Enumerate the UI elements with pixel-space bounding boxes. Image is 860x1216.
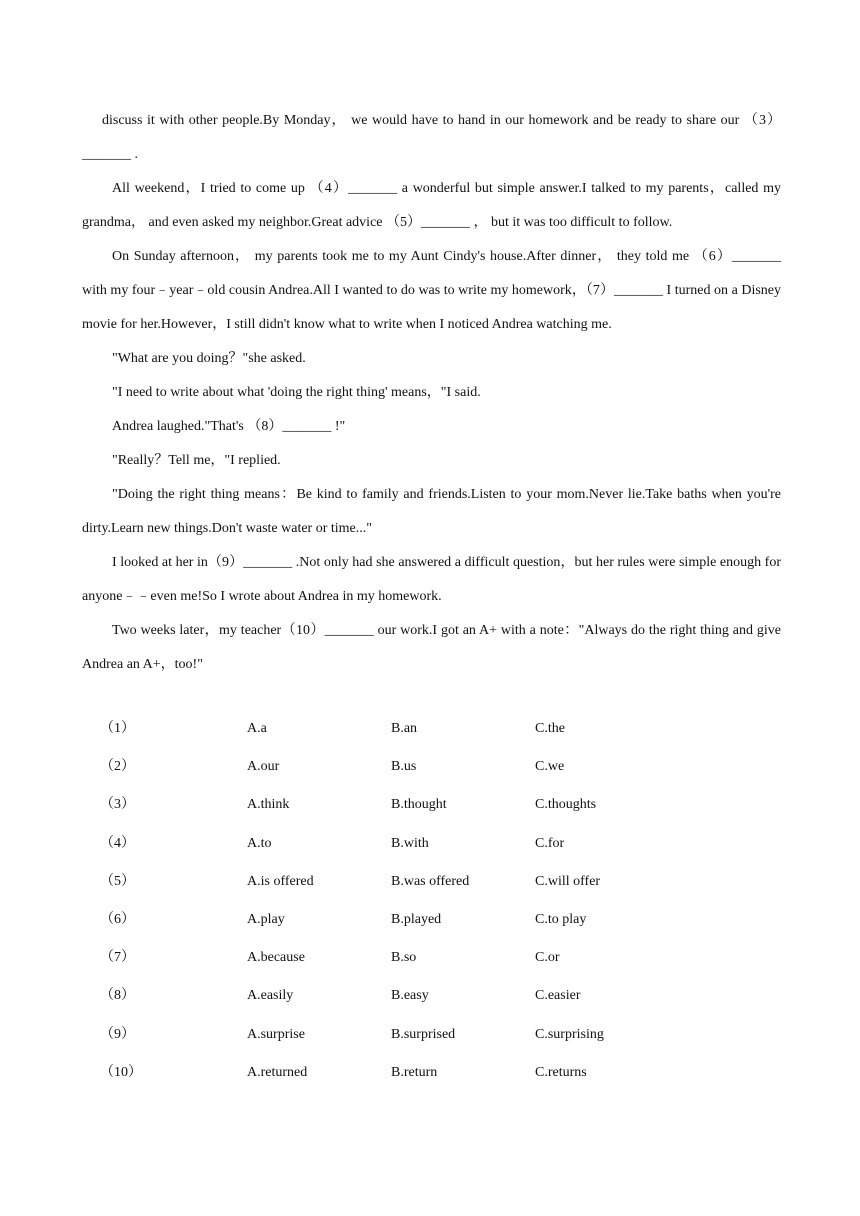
option-c: C.easier (535, 988, 581, 1004)
option-row (0, 710, 860, 748)
option-row (0, 939, 860, 977)
option-row (0, 977, 860, 1015)
option-a: A.to (247, 835, 272, 851)
option-c: C.for (535, 835, 565, 851)
option-b: B.with (391, 835, 429, 851)
passage-paragraph: Two weeks later，my teacher（10）_______ our work.I got an A+ with a note："Always do the right thing and give Andrea an A+，too!" (82, 623, 781, 672)
option-b: B.an (391, 721, 418, 736)
option-c: C.to play (535, 911, 587, 927)
option-a: A.returned (247, 1064, 308, 1080)
option-row (0, 786, 860, 824)
question-number: （8） (100, 988, 135, 1004)
option-c: C.the (535, 721, 565, 736)
option-c: C.will offer (535, 873, 601, 889)
option-b: B.easy (391, 988, 429, 1004)
passage-paragraph: "Doing the right thing means：Be kind to family and friends.Listen to your mom.Never lie.Take baths when you're dirty.Learn new things.Don't waste water or time..." (82, 487, 781, 536)
question-number: （9） (100, 1026, 135, 1042)
question-number: （7） (100, 950, 135, 966)
option-a: A.play (247, 911, 285, 927)
passage-paragraph: Andrea laughed."That's （8）_______ !" (112, 419, 346, 434)
option-a: A.because (247, 950, 305, 966)
option-c: C.returns (535, 1064, 587, 1080)
question-number: （10） (100, 1064, 142, 1080)
option-a: A.a (247, 721, 267, 736)
option-b: B.so (391, 950, 417, 966)
option-a: A.think (247, 797, 290, 813)
option-b: B.us (391, 759, 417, 775)
passage-paragraph: All weekend，I tried to come up （4）_______ a wonderful but simple answer.I talked to my parents，called my grandma， and even asked my neighbor.Great advice （5）_______ ， but it was too difficult to follow. (82, 181, 781, 230)
answer-options-table (0, 710, 860, 1092)
option-c: C.or (535, 950, 560, 966)
option-row (0, 901, 860, 939)
option-row (0, 1016, 860, 1054)
option-row (0, 863, 860, 901)
option-b: B.surprised (391, 1026, 456, 1042)
option-c: C.surprising (535, 1026, 604, 1042)
option-a: A.is offered (247, 873, 314, 889)
option-a: A.our (247, 759, 280, 775)
passage-paragraph: "What are you doing？"she asked. (112, 351, 306, 366)
passage-paragraph: I looked at her in（9）_______ .Not only had she answered a difficult question，but her rules were simple enough for anyone﹣﹣even me!So I wrote about Andrea in my homework. (82, 555, 781, 604)
option-row (0, 748, 860, 786)
option-b: B.played (391, 911, 442, 927)
option-row (0, 825, 860, 863)
question-number: （4） (100, 835, 135, 851)
passage-paragraph: "Really？Tell me，"I replied. (112, 453, 281, 468)
passage-paragraph: discuss it with other people.By Monday， we would have to hand in our homework and be ready to share our （3）_______ . (82, 113, 781, 162)
passage-paragraph: "I need to write about what 'doing the right thing' means，"I said. (112, 385, 481, 400)
option-a: A.surprise (247, 1026, 305, 1042)
option-b: B.thought (391, 797, 447, 813)
question-number: （6） (100, 911, 135, 927)
question-number: （2） (100, 759, 135, 775)
option-c: C.thoughts (535, 797, 597, 813)
reading-passage (82, 104, 781, 682)
question-number: （3） (100, 797, 135, 813)
question-number: （1） (100, 721, 135, 736)
question-number: （5） (100, 873, 135, 889)
option-a: A.easily (247, 988, 294, 1004)
option-row (0, 1054, 860, 1092)
option-b: B.was offered (391, 873, 470, 889)
passage-paragraph: On Sunday afternoon， my parents took me to my Aunt Cindy's house.After dinner， they told me （6）_______ with my four﹣year﹣old cousin Andrea.All I wanted to do was to write my homework，（7）_______ I turned on a Disney movie for her.However，I still didn't know what to write when I noticed Andrea watching me. (82, 249, 781, 332)
option-b: B.return (391, 1064, 438, 1080)
option-c: C.we (535, 759, 565, 775)
